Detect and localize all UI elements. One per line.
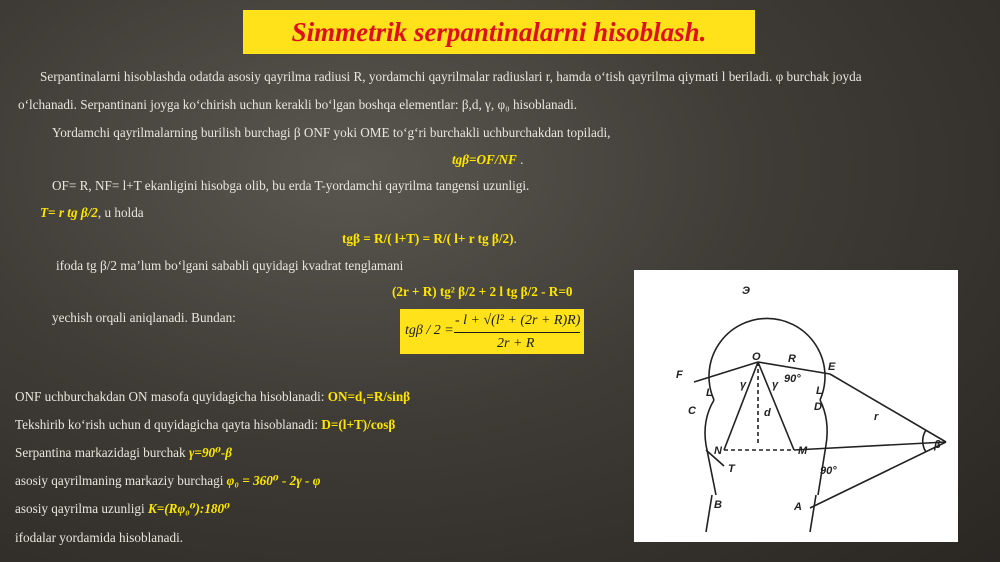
label-L2: L: [816, 385, 823, 397]
para-3: OF= R, NF= l+T ekanligini hisobga olib, bu erda T-yordamchi qayrilma tangensi uzunligi.: [52, 178, 530, 193]
formula-lhs: tgβ / 2 =: [405, 323, 454, 338]
label-r: r: [874, 411, 879, 423]
formula-3-tail: .: [513, 231, 517, 246]
formula-1-tail: .: [516, 152, 524, 167]
formula-1: tgβ=OF/NF: [452, 152, 517, 167]
label-C: C: [688, 405, 696, 417]
label-gamma-left: γ: [740, 379, 747, 391]
label-L1: L: [706, 387, 713, 399]
label-B: B: [714, 499, 722, 511]
label-T: T: [728, 463, 735, 475]
formula-T-line: [40, 205, 144, 221]
label-top: Э: [742, 285, 750, 297]
formula-tg-beta: [452, 152, 523, 168]
gamma-text: Serpantina markazidagi burchak: [15, 445, 189, 460]
main-curve-arc: [709, 318, 825, 400]
serpentine-diagram: [634, 270, 958, 542]
on-line: [15, 389, 410, 405]
label-E: E: [828, 361, 836, 373]
label-N: N: [714, 445, 722, 457]
formula-quadratic: (2r + R) tg² β/2 + 2 l tg β/2 - R=0: [392, 284, 573, 299]
para-1b: o‘lchanadi. Serpantinani joyga ko‘chirish uchun kerakli bo‘lgan boshqa elementlar: β,d, γ, φ₀ hisoblanadi.: [18, 97, 578, 112]
label-O: O: [752, 351, 761, 363]
phi-text: asosiy qayrilmaning markaziy burchagi: [15, 473, 227, 488]
label-d: d: [764, 407, 771, 419]
para-5: yechish orqali aniqlanadi. Bundan:: [52, 310, 236, 325]
label-F: F: [676, 369, 683, 381]
formula-tg-beta-expanded: [342, 231, 517, 247]
solution-formula-box: [400, 309, 584, 354]
label-gamma-right: γ: [772, 379, 779, 391]
on-formula: ON=d₁=R/sinβ: [327, 389, 411, 404]
label-R: R: [788, 353, 796, 365]
formula-2-tail: , u holda: [97, 205, 144, 220]
serpentine-diagram-svg: [634, 270, 958, 542]
para-1a: Serpantinalarni hisoblashda odatda asosiy qayrilma radiusi R, yordamchi qayrilmalar radiuslari r, hamda o‘tish qayrilma qiymati l beriladi. φ burchak joyda: [40, 69, 862, 84]
para-4: ifoda tg β/2 ma’lum bo‘lgani sababli quyidagi kvadrat tenglamani: [56, 258, 404, 273]
phi-line: [15, 473, 320, 489]
left-tangent: [706, 495, 712, 532]
gamma-line: [15, 445, 232, 461]
check-line: [15, 417, 395, 433]
final-line: ifodalar yordamida hisoblanadi.: [15, 530, 184, 545]
check-formula: D=(l+T)/cosβ: [321, 417, 396, 432]
title-banner: [243, 10, 755, 54]
label-A: A: [794, 501, 802, 513]
k-line: [15, 501, 230, 517]
label-D: D: [814, 401, 822, 413]
check-text: Tekshirib ko‘rish uchun d quyidagicha qayta hisoblanadi:: [15, 417, 322, 432]
right-transition-curve: [818, 400, 827, 495]
formula-denominator: 2r + R: [497, 336, 535, 351]
right-tangent: [810, 495, 816, 532]
line-E-beta: [830, 374, 946, 442]
beta-arc: [923, 430, 926, 452]
label-beta: β: [934, 439, 941, 451]
label-90-top: 90°: [784, 373, 801, 385]
k-text: asosiy qayrilma uzunligi: [15, 501, 148, 516]
label-90-bottom: 90°: [820, 465, 837, 477]
line-ON: [724, 362, 758, 450]
page-title: Simmetrik serpantinalarni hisoblash.: [291, 16, 707, 47]
formula-3: tgβ = R/( l+T) = R/( l+ r tg β/2): [342, 231, 514, 246]
on-text: ONF uchburchakdan ON masofa quyidagicha hisoblanadi:: [15, 389, 328, 404]
fraction-bar: [454, 332, 580, 333]
k-formula: K=(Rφ₀⁰):180⁰: [147, 501, 230, 516]
gamma-formula: γ=90⁰-β: [188, 445, 233, 460]
para-2: Yordamchi qayrilmalarning burilish burchagi β ONF yoki OME to‘g‘ri burchakli uchburchakdan topiladi,: [52, 125, 611, 140]
radius-OF: [694, 362, 758, 382]
phi-formula: φ₀ = 360⁰ - 2γ - φ: [226, 473, 321, 488]
formula-2: T= r tg β/2: [40, 205, 98, 220]
formula-numerator: - l + √(l² + (2r + R)R): [455, 313, 581, 328]
label-M: M: [798, 445, 808, 457]
